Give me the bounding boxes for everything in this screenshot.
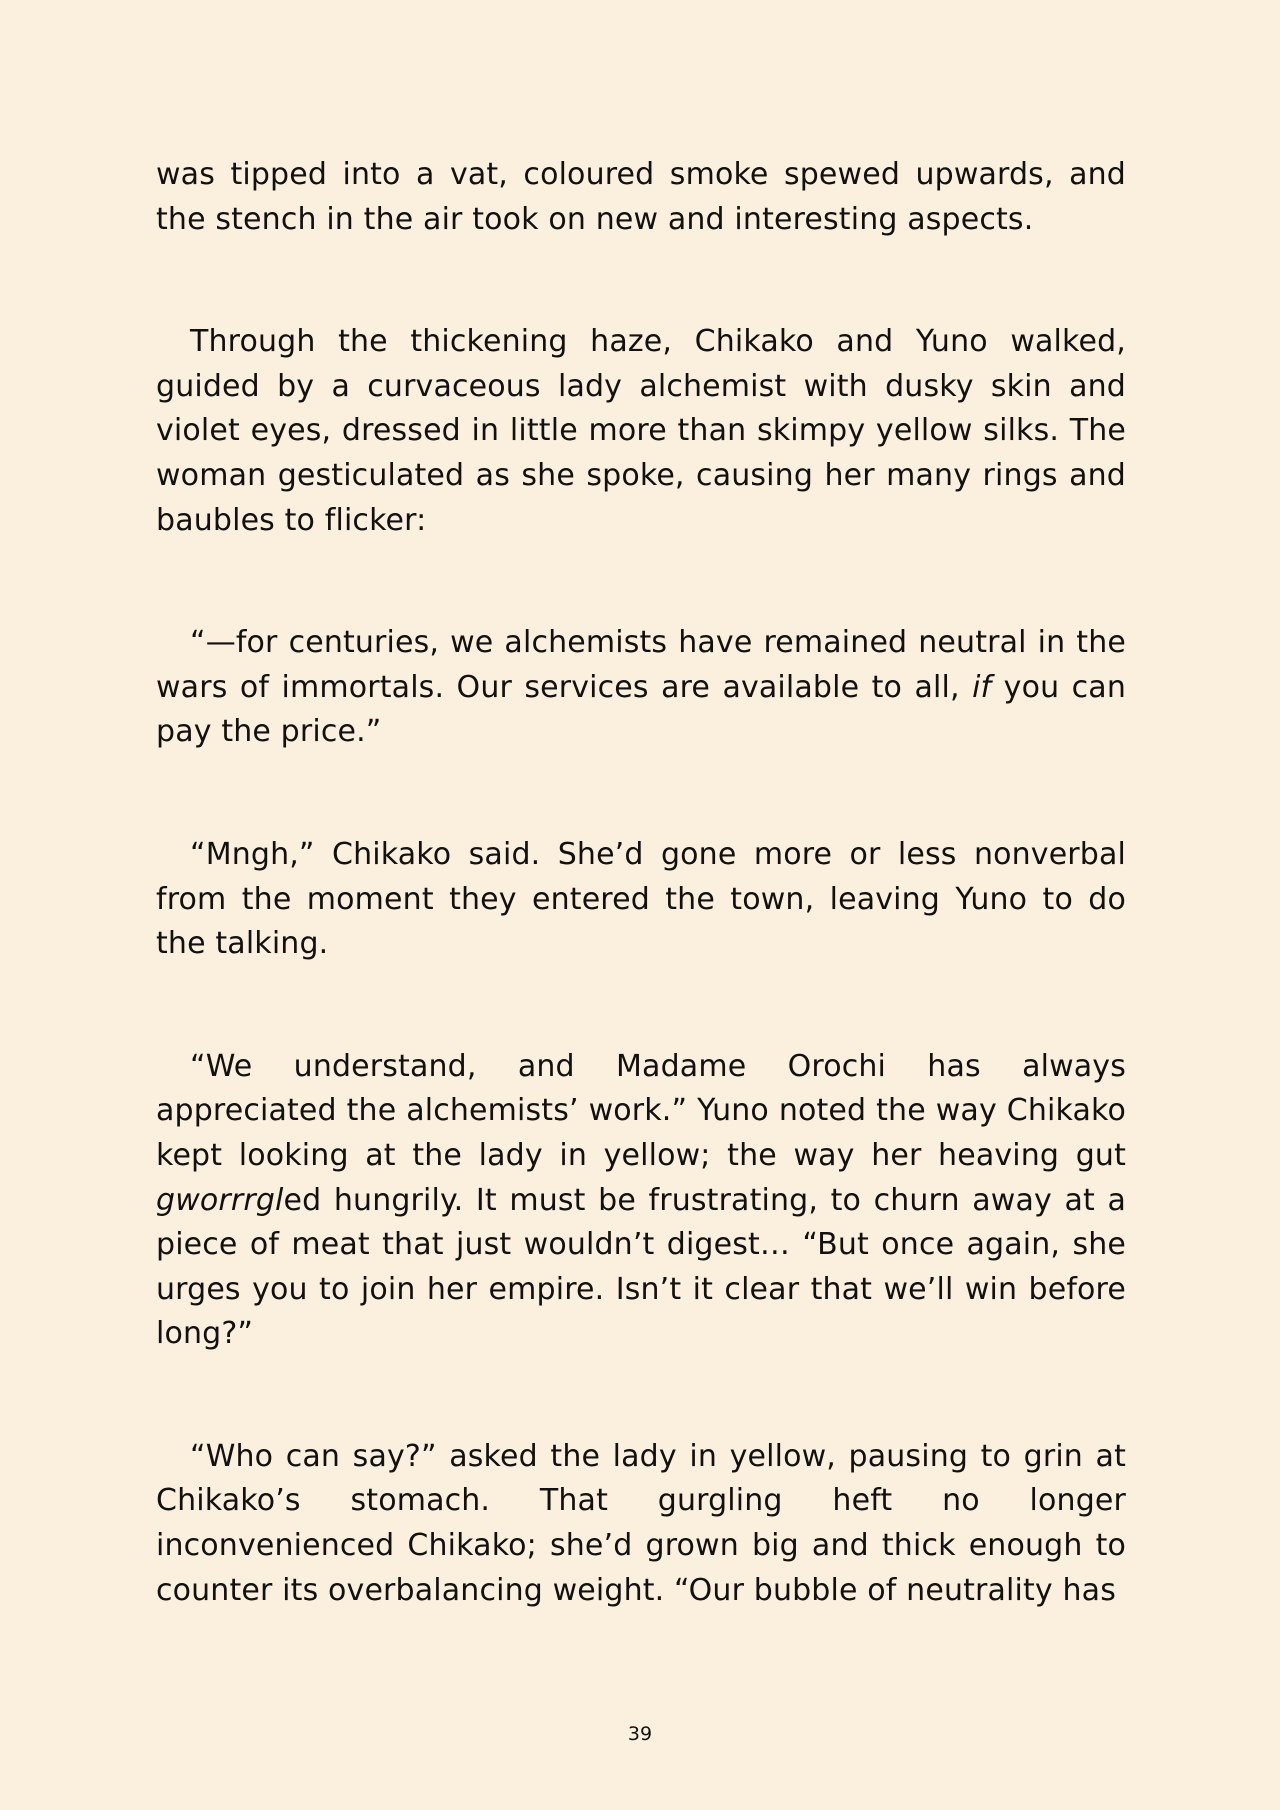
paragraph-3	[156, 621, 1126, 755]
text-run: you can pay the price.”	[156, 669, 1127, 750]
page-body	[156, 153, 1126, 1613]
paragraph-6	[156, 1435, 1126, 1613]
text-run: “Mngh,” Chikako said. She’d gone more or less nonverbal from the moment they entered the town, leaving Yuno to do the talking.	[156, 836, 1126, 962]
text-run: Through the thickening haze, Chikako and Yuno walked, guided by a curvaceous lady alchemist with dusky skin and violet eyes, dressed in little more than skimpy yellow silks. The woman gesticulated as she spoke, causing her many rings and baubles to flicker:	[156, 324, 1126, 538]
text-run: “—for centuries, we alchemists have remained neutral in the wars of immortals. Our services are available to all,	[156, 625, 1126, 705]
text-run: “We understand, and Madame Orochi has always appreciated the alchemists’ work.” Yuno noted the way Chikako kept looking at the lady in yellow; the way her heaving gut	[156, 1048, 1126, 1173]
paragraph-1	[156, 153, 1126, 242]
text-run: ed hungrily. It must be frustrating, to churn away at a piece of meat that just wouldn’t digest… “But once again, she urges you to join her empire. Isn’t it clear that we’ll win before long?”	[156, 1182, 1126, 1352]
text-run: was tipped into a vat, coloured smoke spewed upwards, and the stench in the air took on new and interesting aspects.	[156, 157, 1126, 237]
italic-text-run: gworrrgl	[156, 1182, 284, 1218]
text-run: “Who can say?” asked the lady in yellow, pausing to grin at Chikako’s stomach. That gurgling heft no longer inconvenienced Chikako; she’d grown big and thick enough to counter its overbalancing weight. “Our bubble of neutrality has	[156, 1438, 1126, 1608]
italic-text-run: if	[972, 669, 992, 705]
paragraph-4	[156, 833, 1126, 967]
paragraph-5	[156, 1045, 1126, 1357]
paragraph-2	[156, 320, 1126, 543]
page-number: 39	[627, 1723, 653, 1745]
